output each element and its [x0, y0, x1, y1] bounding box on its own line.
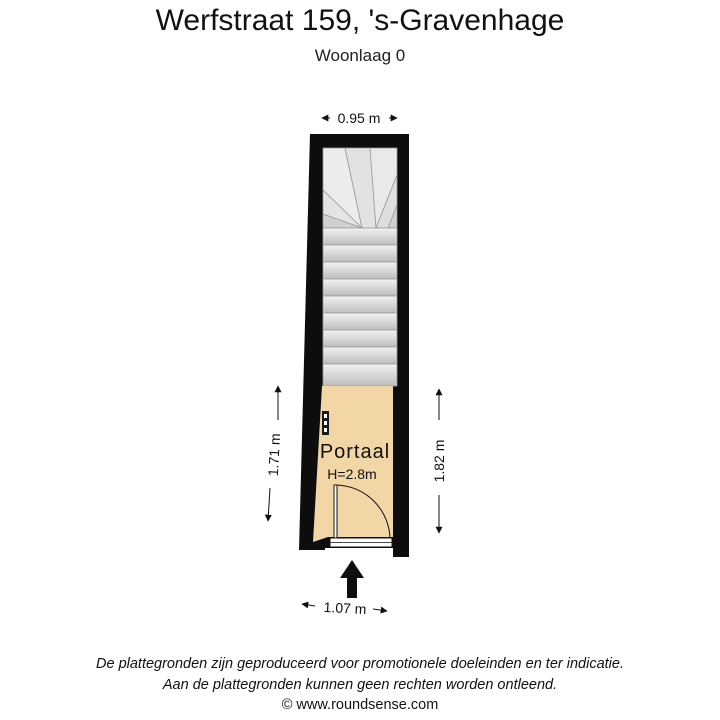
stair-step	[323, 347, 397, 364]
room-name-label: Portaal	[319, 441, 391, 463]
bottom-width-label: 1.07 m	[323, 598, 367, 618]
left-height-dimension	[265, 386, 283, 521]
staircase	[323, 148, 397, 386]
room-height-label: H=2.8m	[327, 466, 377, 482]
disclaimer-line-1: De plattegronden zijn geproduceerd voor promotionele doeleinden en ter indicatie.	[96, 656, 624, 672]
stair-step	[323, 330, 397, 347]
right-height-label: 1.82 m	[431, 439, 447, 483]
top-width-dimension	[322, 110, 397, 126]
stair-step	[323, 245, 397, 262]
stair-step	[323, 228, 397, 245]
straight-steps	[323, 228, 397, 386]
page-title: Werfstraat 159, 's-Gravenhage	[155, 4, 565, 37]
copyright-link[interactable]: © www.roundsense.com	[281, 697, 439, 713]
floor-level-subtitle: Woonlaag 0	[314, 46, 406, 65]
bottom-width-dimension	[302, 599, 387, 617]
stair-step	[323, 296, 397, 313]
stair-step	[323, 313, 397, 330]
stair-step	[323, 262, 397, 279]
disclaimer-line-2: Aan de plattegronden kunnen geen rechten worden ontleend.	[162, 677, 558, 693]
stair-step	[323, 364, 397, 386]
right-height-dimension	[431, 389, 447, 533]
door-leaf	[334, 485, 337, 539]
entrance-arrow-icon	[340, 560, 364, 598]
portaal-floor	[313, 386, 393, 542]
top-width-label: 0.95 m	[337, 110, 381, 126]
stair-step	[323, 279, 397, 296]
left-height-label: 1.71 m	[264, 432, 284, 477]
meter-cupboard-icon	[322, 411, 329, 435]
